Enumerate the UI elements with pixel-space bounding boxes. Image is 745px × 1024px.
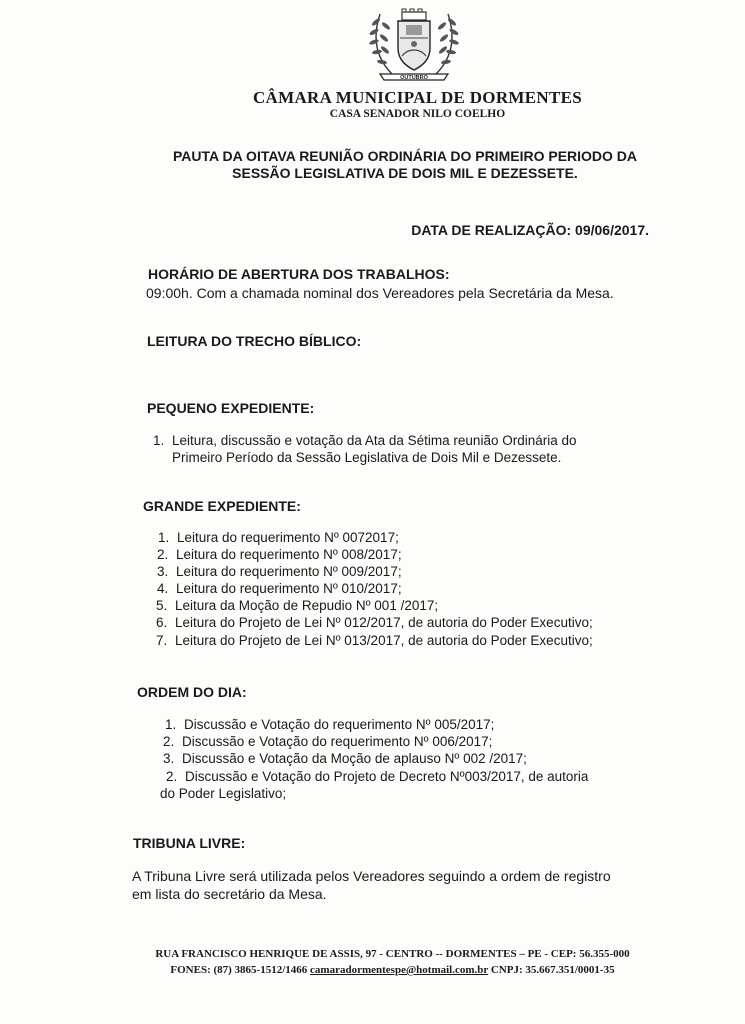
- list-number: 6.: [156, 615, 168, 630]
- org-subtitle: CASA SENADOR NILO COELHO: [329, 108, 506, 120]
- list-text: Leitura da Moção de Repudio Nº 001 /2017;: [175, 598, 439, 613]
- list-text: Discussão e Votação do Projeto de Decreto Nº003/2017, de autoria: [185, 769, 589, 784]
- crest-ribbon-text: OUTUBRO: [400, 75, 428, 81]
- list-item: [163, 750, 527, 767]
- list-item-continuation: do Poder Legislativo;: [160, 786, 287, 801]
- title-line-2: SESSÃO LEGISLATIVA DE DOIS MIL E DEZESSETE.: [232, 165, 578, 181]
- list-text: Leitura do requerimento Nº 0072017;: [177, 530, 399, 545]
- list-text: Leitura do requerimento Nº 009/2017;: [176, 564, 402, 579]
- list-number: 1.: [153, 433, 165, 448]
- list-number: 7.: [156, 633, 168, 648]
- list-number: 1.: [158, 530, 170, 545]
- list-text: Discussão e Votação do requerimento Nº 006/2017;: [182, 734, 493, 749]
- tribuna-text-line-1: A Tribuna Livre será utilizada pelos Vereadores seguindo a ordem de registro: [132, 868, 611, 884]
- list-number: 2.: [157, 547, 169, 562]
- list-text: Leitura do requerimento Nº 010/2017;: [176, 581, 402, 596]
- org-name: CÂMARA MUNICIPAL DE DORMENTES: [252, 88, 583, 107]
- section-heading-pequeno: PEQUENO EXPEDIENTE:: [147, 400, 315, 416]
- list-number: 1.: [165, 717, 177, 732]
- list-item: [158, 529, 399, 546]
- municipal-crest-icon: [362, 8, 466, 86]
- list-item: [156, 632, 593, 649]
- section-heading-ordem: ORDEM DO DIA:: [137, 684, 247, 700]
- list-text: Discussão e Votação da Moção de aplauso Nº 002 /2017;: [182, 751, 527, 766]
- list-item: [166, 768, 588, 785]
- title-line-1: PAUTA DA OITAVA REUNIÃO ORDINÁRIA DO PRIMEIRO PERIODO DA: [172, 148, 638, 164]
- list-item: [156, 597, 438, 614]
- section-heading-leitura: LEITURA DO TRECHO BÍBLICO:: [147, 333, 362, 349]
- list-item: [165, 716, 494, 733]
- list-item: [163, 733, 492, 750]
- list-text: Leitura, discussão e votação da Ata da Sétima reunião Ordinária do: [172, 433, 577, 448]
- footer-email-link[interactable]: camaradormentespe@hotmail.com.br: [310, 964, 489, 976]
- document-title: [150, 148, 660, 182]
- footer-cnpj: CNPJ: 35.667.351/0001-35: [490, 964, 615, 976]
- tribuna-text-line-2: em lista do secretário da Mesa.: [132, 886, 327, 902]
- list-number: 2.: [163, 734, 175, 749]
- list-item: [157, 563, 402, 580]
- list-number: 3.: [157, 564, 169, 579]
- list-item: [153, 432, 577, 449]
- list-item: [156, 614, 593, 631]
- list-item-continuation: Primeiro Período da Sessão Legislativa de Dois Mil e Dezessete.: [172, 450, 562, 465]
- list-number: 5.: [156, 598, 168, 613]
- footer-address: RUA FRANCISCO HENRIQUE DE ASSIS, 97 - CENTRO -- DORMENTES – PE - CEP: 56.355-000: [155, 948, 630, 960]
- footer-phones: FONES: (87) 3865-1512/1466: [170, 964, 308, 976]
- section-heading-grande: GRANDE EXPEDIENTE:: [143, 498, 301, 514]
- list-text: Leitura do Projeto de Lei Nº 012/2017, de autoria do Poder Executivo;: [175, 615, 593, 630]
- list-item: [157, 580, 402, 597]
- list-text: Leitura do Projeto de Lei Nº 013/2017, de autoria do Poder Executivo;: [175, 633, 593, 648]
- list-item: [157, 546, 402, 563]
- section-heading-tribuna: TRIBUNA LIVRE:: [133, 835, 246, 851]
- list-text: Leitura do requerimento Nº 008/2017;: [176, 547, 402, 562]
- section-heading-abertura: HORÁRIO DE ABERTURA DOS TRABALHOS:: [148, 266, 450, 282]
- list-text: Discussão e Votação do requerimento Nº 005/2017;: [184, 717, 495, 732]
- footer-contact: [0, 964, 745, 976]
- list-number: 4.: [157, 581, 169, 596]
- list-number: 3.: [163, 751, 175, 766]
- meeting-date: DATA DE REALIZAÇÃO: 09/06/2017.: [411, 222, 649, 238]
- list-number: 2.: [166, 769, 178, 784]
- abertura-text: 09:00h. Com a chamada nominal dos Vereadores pela Secretária da Mesa.: [146, 285, 614, 301]
